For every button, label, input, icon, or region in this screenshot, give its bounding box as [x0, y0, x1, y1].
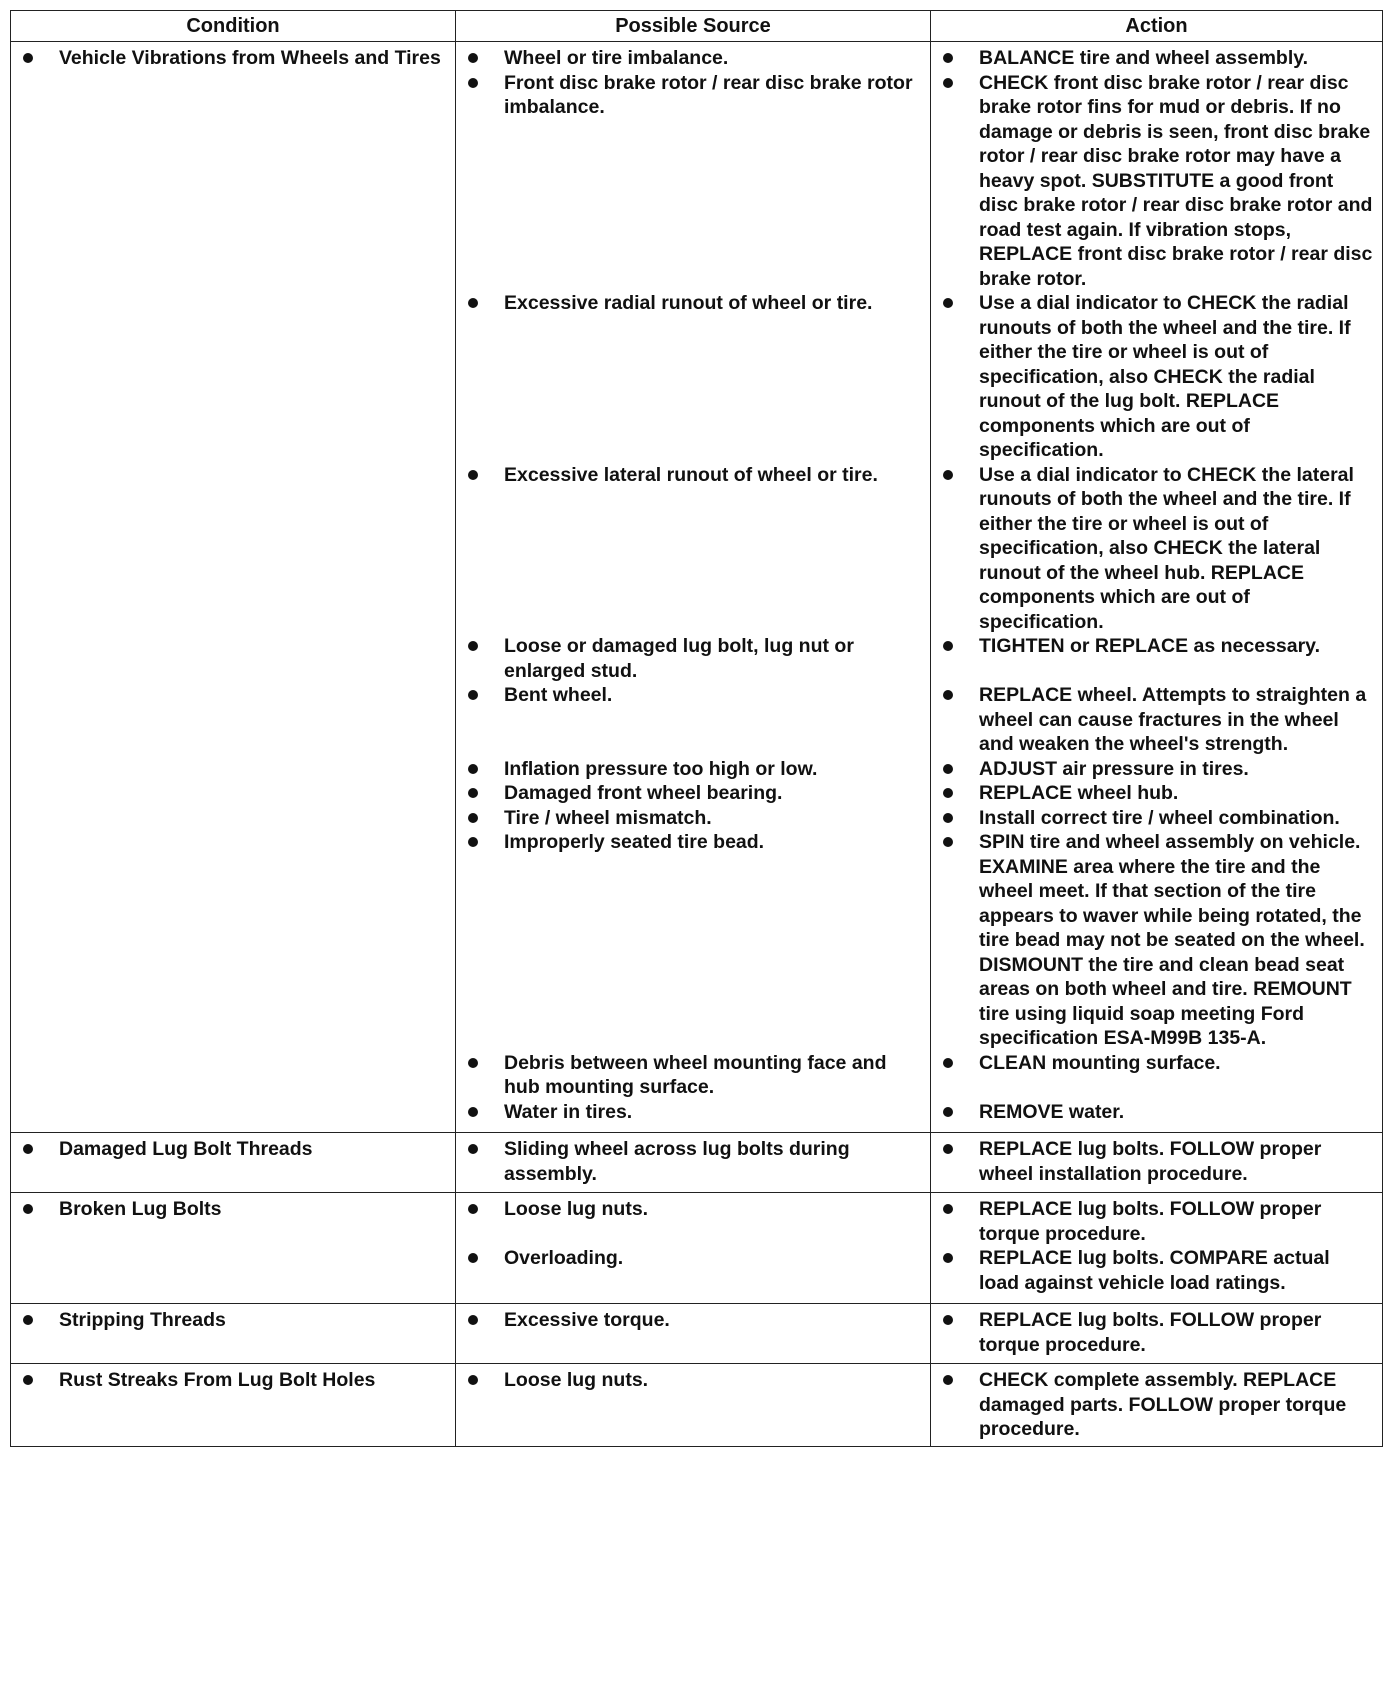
condition-item — [21, 1368, 447, 1393]
source-cell — [456, 42, 931, 1133]
condition-text: Stripping Threads — [59, 1309, 226, 1331]
source-item — [466, 1197, 922, 1246]
condition-text: Damaged Lug Bolt Threads — [59, 1138, 313, 1160]
source-item — [466, 1051, 922, 1100]
action-item — [941, 1246, 1374, 1295]
bullet-icon — [468, 1253, 478, 1263]
condition-item — [21, 1137, 447, 1162]
source-text: Damaged front wheel bearing. — [504, 782, 783, 804]
header-row — [11, 11, 1383, 42]
action-item — [941, 291, 1374, 463]
condition-cell — [11, 1304, 456, 1364]
source-text: Sliding wheel across lug bolts during assembly. — [504, 1138, 850, 1185]
source-item — [466, 71, 922, 292]
action-cell — [931, 1133, 1383, 1193]
action-item — [941, 830, 1374, 1051]
source-text: Loose or damaged lug bolt, lug nut or enlarged stud. — [504, 635, 854, 682]
source-item — [466, 46, 922, 71]
action-text: REPLACE lug bolts. FOLLOW proper torque procedure. — [979, 1198, 1322, 1245]
document-page — [10, 10, 1382, 1447]
action-text: REPLACE lug bolts. COMPARE actual load against vehicle load ratings. — [979, 1247, 1330, 1294]
condition-cell — [11, 1364, 456, 1447]
source-text: Loose lug nuts. — [504, 1198, 649, 1220]
bullet-icon — [468, 641, 478, 651]
bullet-icon — [943, 837, 953, 847]
action-item — [941, 463, 1374, 635]
condition-cell — [11, 1193, 456, 1304]
bullet-icon — [468, 764, 478, 774]
bullet-icon — [468, 1315, 478, 1325]
source-text: Inflation pressure too high or low. — [504, 757, 818, 780]
source-text: Excessive lateral runout of wheel or tire. — [504, 463, 878, 486]
header-condition: Condition — [11, 11, 456, 42]
bullet-icon — [943, 1375, 953, 1385]
action-text: Install correct tire / wheel combination. — [979, 806, 1340, 829]
bullet-icon — [468, 1058, 478, 1068]
action-text: REPLACE wheel hub. — [979, 782, 1179, 804]
condition-item — [21, 1308, 447, 1333]
source-text: Bent wheel. — [504, 684, 613, 706]
bullet-icon — [943, 1204, 953, 1214]
action-cell — [931, 1304, 1383, 1364]
bullet-icon — [23, 1315, 33, 1325]
action-item — [941, 71, 1374, 292]
action-text: REPLACE lug bolts. FOLLOW proper wheel installation procedure. — [979, 1138, 1322, 1185]
condition-text: Rust Streaks From Lug Bolt Holes — [59, 1369, 376, 1391]
action-text: CLEAN mounting surface. — [979, 1051, 1221, 1074]
bullet-icon — [943, 53, 953, 63]
source-text: Debris between wheel mounting face and hub mounting surface. — [504, 1051, 887, 1098]
source-item — [466, 781, 922, 806]
bullet-icon — [468, 690, 478, 700]
bullet-icon — [943, 470, 953, 480]
table-row — [11, 1304, 1383, 1364]
action-text: TIGHTEN or REPLACE as necessary. — [979, 635, 1321, 657]
source-text: Front disc brake rotor / rear disc brake rotor imbalance. — [504, 71, 913, 118]
header-possible-source: Possible Source — [456, 11, 931, 42]
bullet-icon — [468, 1204, 478, 1214]
action-text: REPLACE lug bolts. FOLLOW proper torque procedure. — [979, 1309, 1322, 1356]
source-text: Excessive torque. — [504, 1309, 670, 1331]
bullet-icon — [943, 1058, 953, 1068]
bullet-icon — [943, 641, 953, 651]
action-text: CHECK front disc brake rotor / rear disc brake rotor fins for mud or debris. If no damage or debris is seen, front disc brake rotor / rear disc brake rotor may have a heavy spot. SUBSTITUTE a good front disc brake rotor / rear disc brake rotor and road test again. If vibration stops, REPLACE front disc brake rotor / rear disc brake rotor. — [979, 71, 1373, 290]
action-item — [941, 46, 1374, 71]
source-item — [466, 634, 922, 683]
source-text: Improperly seated tire bead. — [504, 831, 765, 853]
source-item — [466, 1100, 922, 1125]
source-cell — [456, 1364, 931, 1447]
source-text: Loose lug nuts. — [504, 1369, 649, 1391]
source-item — [466, 1308, 922, 1357]
bullet-icon — [943, 1144, 953, 1154]
bullet-icon — [23, 53, 33, 63]
table-row — [11, 1364, 1383, 1447]
condition-cell — [11, 42, 456, 1133]
action-item — [941, 1368, 1374, 1442]
source-item — [466, 291, 922, 463]
source-text: Tire / wheel mismatch. — [504, 806, 712, 829]
action-item — [941, 781, 1374, 806]
bullet-icon — [943, 813, 953, 823]
source-cell — [456, 1304, 931, 1364]
action-item — [941, 757, 1374, 782]
source-item — [466, 806, 922, 831]
condition-text: Vehicle Vibrations from Wheels and Tires — [59, 47, 441, 69]
condition-item — [21, 46, 447, 71]
bullet-icon — [468, 1107, 478, 1117]
action-item — [941, 683, 1374, 757]
bullet-icon — [468, 788, 478, 798]
bullet-icon — [943, 764, 953, 774]
source-cell — [456, 1193, 931, 1304]
source-text: Water in tires. — [504, 1100, 633, 1123]
action-cell — [931, 42, 1383, 1133]
action-item — [941, 1100, 1374, 1125]
source-item — [466, 463, 922, 635]
table-row — [11, 42, 1383, 1133]
bullet-icon — [943, 298, 953, 308]
bullet-icon — [23, 1204, 33, 1214]
source-text: Wheel or tire imbalance. — [504, 47, 729, 69]
bullet-icon — [468, 1144, 478, 1154]
action-item — [941, 1051, 1374, 1100]
condition-cell — [11, 1133, 456, 1193]
condition-text: Broken Lug Bolts — [59, 1198, 222, 1220]
action-text: BALANCE tire and wheel assembly. — [979, 47, 1309, 69]
bullet-icon — [943, 1107, 953, 1117]
bullet-icon — [943, 78, 953, 88]
action-text: REPLACE wheel. Attempts to straighten a wheel can cause fractures in the wheel and weaken the wheel's strength. — [979, 684, 1367, 755]
bullet-icon — [943, 788, 953, 798]
action-text: Use a dial indicator to CHECK the lateral runouts of both the wheel and the tire. If either the tire or wheel is out of specification, also CHECK the lateral runout of the wheel hub. REPLACE components which are out of specification. — [979, 463, 1354, 633]
table-body — [11, 42, 1383, 1447]
action-item — [941, 806, 1374, 831]
action-text: SPIN tire and wheel assembly on vehicle. EXAMINE area where the tire and the wheel meet. If that section of the tire appears to waver while being rotated, the tire bead may not be seated on the wheel. DISMOUNT the tire and clean bead seat areas on both wheel and tire. REMOUNT tire using liquid soap meeting Ford specification ESA-M99B 135-A. — [979, 831, 1365, 1049]
action-item — [941, 1197, 1374, 1246]
action-item — [941, 1308, 1374, 1357]
bullet-icon — [943, 690, 953, 700]
action-text: Use a dial indicator to CHECK the radial runouts of both the wheel and the tire. If either the tire or wheel is out of specification, also CHECK the radial runout of the lug bolt. REPLACE components which are out of specification. — [979, 292, 1351, 461]
bullet-icon — [468, 1375, 478, 1385]
source-item — [466, 683, 922, 757]
bullet-icon — [23, 1144, 33, 1154]
action-text: ADJUST air pressure in tires. — [979, 757, 1249, 780]
action-item — [941, 634, 1374, 683]
table-row — [11, 1133, 1383, 1193]
diagnosis-table — [10, 10, 1383, 1447]
source-item — [466, 1137, 922, 1186]
source-cell — [456, 1133, 931, 1193]
bullet-icon — [23, 1375, 33, 1385]
header-action: Action — [931, 11, 1383, 42]
action-cell — [931, 1364, 1383, 1447]
bullet-icon — [468, 78, 478, 88]
source-text: Overloading. — [504, 1247, 624, 1269]
source-item — [466, 830, 922, 1051]
action-text: CHECK complete assembly. REPLACE damaged parts. FOLLOW proper torque procedure. — [979, 1369, 1347, 1440]
bullet-icon — [468, 53, 478, 63]
bullet-icon — [943, 1253, 953, 1263]
source-item — [466, 1246, 922, 1295]
action-item — [941, 1137, 1374, 1186]
action-text: REMOVE water. — [979, 1100, 1125, 1123]
source-text: Excessive radial runout of wheel or tire. — [504, 292, 873, 314]
action-cell — [931, 1193, 1383, 1304]
condition-item — [21, 1197, 447, 1222]
bullet-icon — [468, 470, 478, 480]
source-item — [466, 1368, 922, 1442]
bullet-icon — [468, 813, 478, 823]
bullet-icon — [468, 298, 478, 308]
source-item — [466, 757, 922, 782]
bullet-icon — [943, 1315, 953, 1325]
table-row — [11, 1193, 1383, 1304]
bullet-icon — [468, 837, 478, 847]
